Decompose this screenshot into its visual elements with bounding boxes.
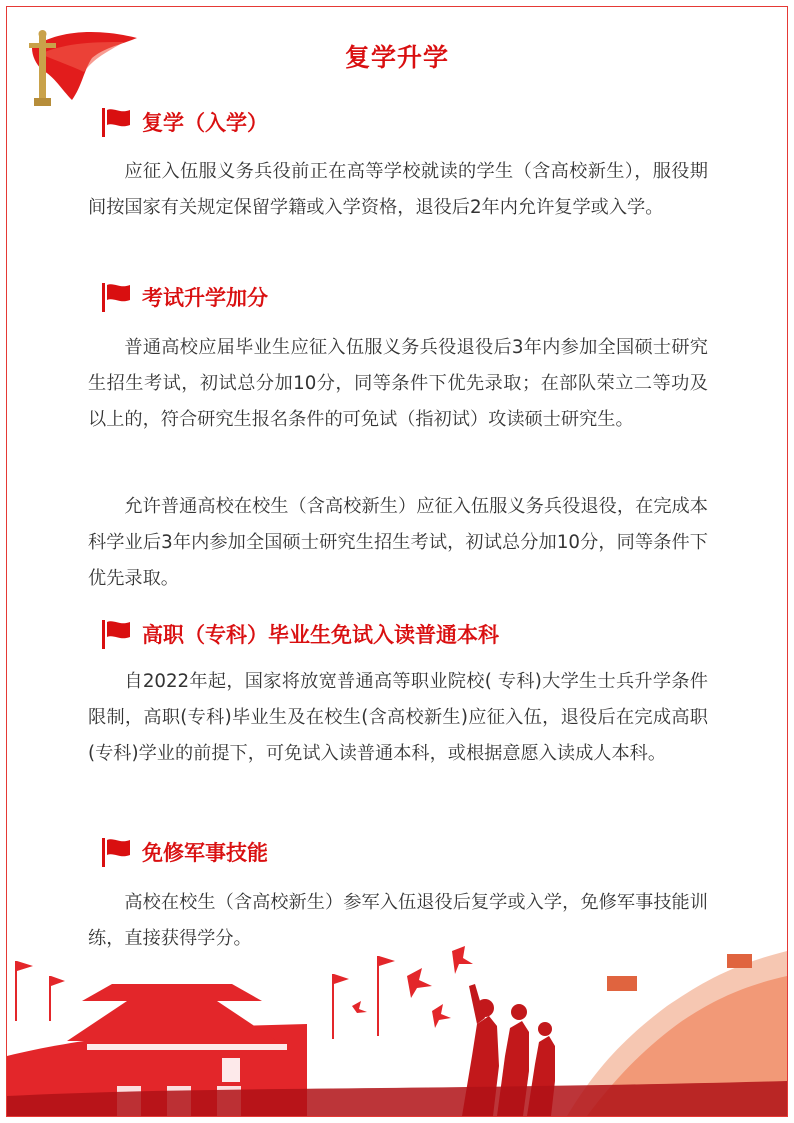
section-heading-resume-study — [100, 106, 268, 138]
section-paragraph: 自2022年起，国家将放宽普通高等职业院校( 专科)大学生士兵升学条件限制，高职(专科)毕业生及在校生(含高校新生)应征入伍，退役后在完成高职(专科)学业的前提下，可免试入读普通本科，或根据意愿入读成人本科。 — [88, 671, 708, 764]
section-paragraph: 允许普通高校在校生（含高校新生）应征入伍服义务兵役退役，在完成本科学业后3年内参加全国硕士研究生招生考试，初试总分加10分，同等条件下优先录取。 — [88, 496, 708, 589]
section-heading-military-skills — [100, 836, 268, 868]
red-flag-icon — [100, 106, 134, 138]
red-flag-icon — [100, 281, 134, 313]
section-heading-exam-bonus — [100, 281, 268, 313]
page-title: 复学升学 — [344, 43, 449, 72]
section-heading-text: 免修军事技能 — [142, 841, 268, 865]
red-flag-icon — [100, 836, 134, 868]
red-flag-icon — [100, 618, 134, 650]
section-paragraph: 应征入伍服义务兵役前正在高等学校就读的学生（含高校新生），服役期间按国家有关规定保留学籍或入学资格，退役后2年内允许复学或入学。 — [88, 161, 708, 218]
section-heading-text: 高职（专科）毕业生免试入读普通本科 — [142, 623, 499, 647]
tiananmen-great-wall-illustration — [7, 946, 787, 1116]
section-paragraph: 普通高校应届毕业生应征入伍服义务兵役退役后3年内参加全国硕士研究生招生考试，初试总分加10分，同等条件下优先录取；在部队荣立二等功及以上的，符合研究生报名条件的可免试（指初试）攻读硕士研究生。 — [88, 337, 708, 430]
doves-graphic — [352, 946, 473, 1028]
section-heading-text: 考试升学加分 — [142, 286, 268, 310]
section-heading-text: 复学（入学） — [142, 111, 268, 135]
section-paragraph: 高校在校生（含高校新生）参军入伍退役后复学或入学，免修军事技能训练，直接获得学分。 — [88, 892, 708, 949]
section-heading-vocational-upgrade — [100, 618, 499, 650]
